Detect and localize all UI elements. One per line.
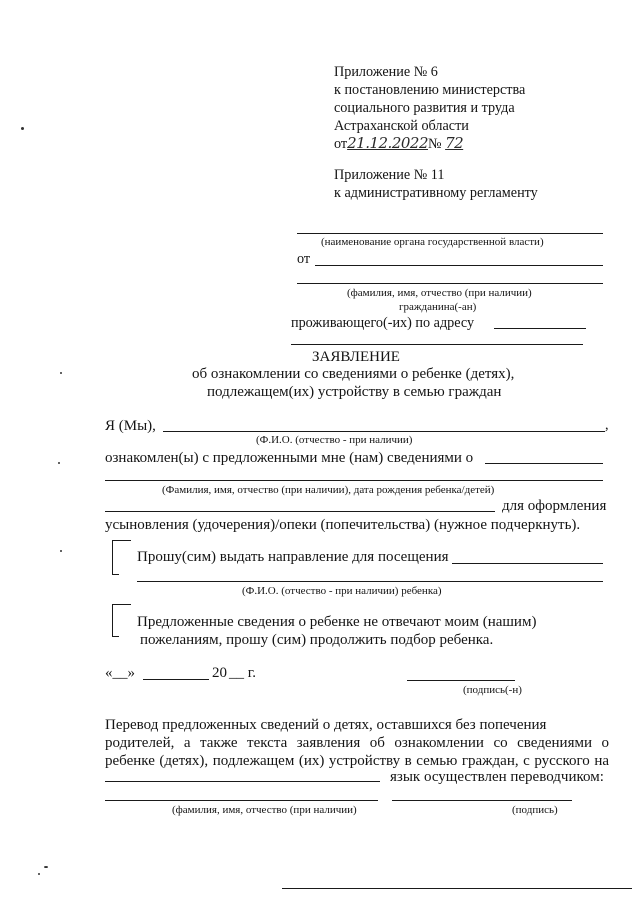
appendix-6-line-2: социального развития и труда	[334, 100, 515, 116]
scan-speck	[60, 550, 62, 552]
date-day-field[interactable]: «__»	[105, 665, 135, 681]
option-1-checkbox-foot	[113, 574, 119, 575]
statement-title: ЗАЯВЛЕНИЕ	[312, 349, 400, 365]
option-2-text-1: Предложенные сведения о ребенке не отвечают моим (нашим)	[137, 614, 537, 630]
applicant-line-2[interactable]	[297, 283, 603, 284]
authority-caption: (наименование органа государственной власти)	[321, 236, 544, 248]
child-info-caption: (Фамилия, имя, отчество (при наличии), дата рождения ребенка/детей)	[162, 484, 495, 496]
option-2-text-2: пожеланиям, прошу (сим) продолжить подбор ребенка.	[140, 632, 494, 648]
appendix-6-title: Приложение № 6	[334, 64, 438, 80]
handwritten-date: 21.12.2022	[347, 134, 428, 152]
comma-mark: ,	[605, 417, 609, 433]
address-line-1[interactable]	[494, 328, 586, 329]
residing-label: проживающего(-их) по адресу	[291, 315, 475, 331]
signature-caption: (подпись(-н)	[463, 684, 522, 696]
visit-place-line[interactable]	[452, 563, 603, 564]
date-month-line[interactable]	[143, 679, 209, 680]
appendix-6-line-1: к постановлению министерства	[334, 82, 526, 98]
translation-line-4: язык осуществлен переводчиком:	[390, 769, 604, 785]
scan-speck	[38, 873, 40, 875]
appendix-11-line-1: к административному регламенту	[334, 185, 538, 201]
option-2-checkbox[interactable]	[112, 604, 131, 637]
translator-fio-line[interactable]	[105, 800, 378, 801]
from-label: от	[297, 251, 311, 267]
scan-speck	[60, 372, 62, 374]
language-line[interactable]	[105, 781, 380, 782]
option-1-text: Прошу(сим) выдать направление для посещения	[137, 549, 449, 565]
date-year-prefix: 20	[212, 665, 227, 681]
applicant-caption-1: (фамилия, имя, отчество (при наличии)	[347, 287, 532, 299]
applicant-line-1[interactable]	[315, 265, 603, 266]
child-info-line-2[interactable]	[105, 480, 603, 481]
child-info-line-3[interactable]	[105, 511, 495, 512]
i-we-label: Я (Мы),	[105, 418, 156, 434]
handwritten-number: 72	[445, 134, 464, 152]
scan-speck	[44, 866, 48, 868]
applicant-fio-line[interactable]	[163, 431, 605, 432]
date-year-suffix: __ г.	[229, 665, 256, 681]
adoption-text: усыновления (удочерения)/опеки (попечительства) (нужное подчеркнуть).	[105, 517, 581, 533]
signature-line[interactable]	[407, 680, 515, 681]
statement-subtitle-1: об ознакомлении со сведениями о ребенке (детях),	[192, 366, 515, 382]
translator-signature-caption: (подпись)	[512, 804, 558, 816]
date-prefix: от	[334, 136, 348, 152]
option-1-checkbox[interactable]	[112, 540, 131, 575]
child-fio-caption: (Ф.И.О. (отчество - при наличии) ребенка)	[242, 585, 442, 597]
authority-name-line[interactable]	[297, 233, 603, 234]
appendix-6-line-3: Астраханской области	[334, 118, 469, 134]
appendix-6-date-line	[334, 135, 463, 153]
appendix-11-title: Приложение № 11	[334, 167, 445, 183]
number-sign: №	[428, 136, 442, 152]
translation-line-1: Перевод предложенных сведений о детях, оставшихся без попечения	[105, 717, 547, 733]
option-2-checkbox-foot	[113, 636, 119, 637]
bottom-page-line	[282, 888, 632, 889]
child-fio-line[interactable]	[137, 581, 603, 582]
for-registration-text: для оформления	[502, 498, 607, 514]
scan-speck	[21, 127, 24, 130]
scan-speck	[58, 462, 60, 464]
acquainted-text: ознакомлен(ы) с предложенными мне (нам) сведениями о	[105, 450, 474, 466]
statement-subtitle-2: подлежащем(их) устройству в семью граждан	[207, 384, 502, 400]
applicant-caption-2: гражданина(-ан)	[399, 301, 477, 313]
translator-signature-line[interactable]	[392, 800, 572, 801]
translator-fio-caption: (фамилия, имя, отчество (при наличии)	[172, 804, 357, 816]
child-info-line-1[interactable]	[485, 463, 603, 464]
address-line-2[interactable]	[291, 344, 583, 345]
translation-line-2: родителей, а также текста заявления об ознакомлении со сведениями о	[105, 735, 609, 751]
translation-line-3: ребенке (детях), подлежащем (их) устройству в семью граждан, с русского на	[105, 753, 609, 769]
applicant-fio-caption: (Ф.И.О. (отчество - при наличии)	[256, 434, 413, 446]
